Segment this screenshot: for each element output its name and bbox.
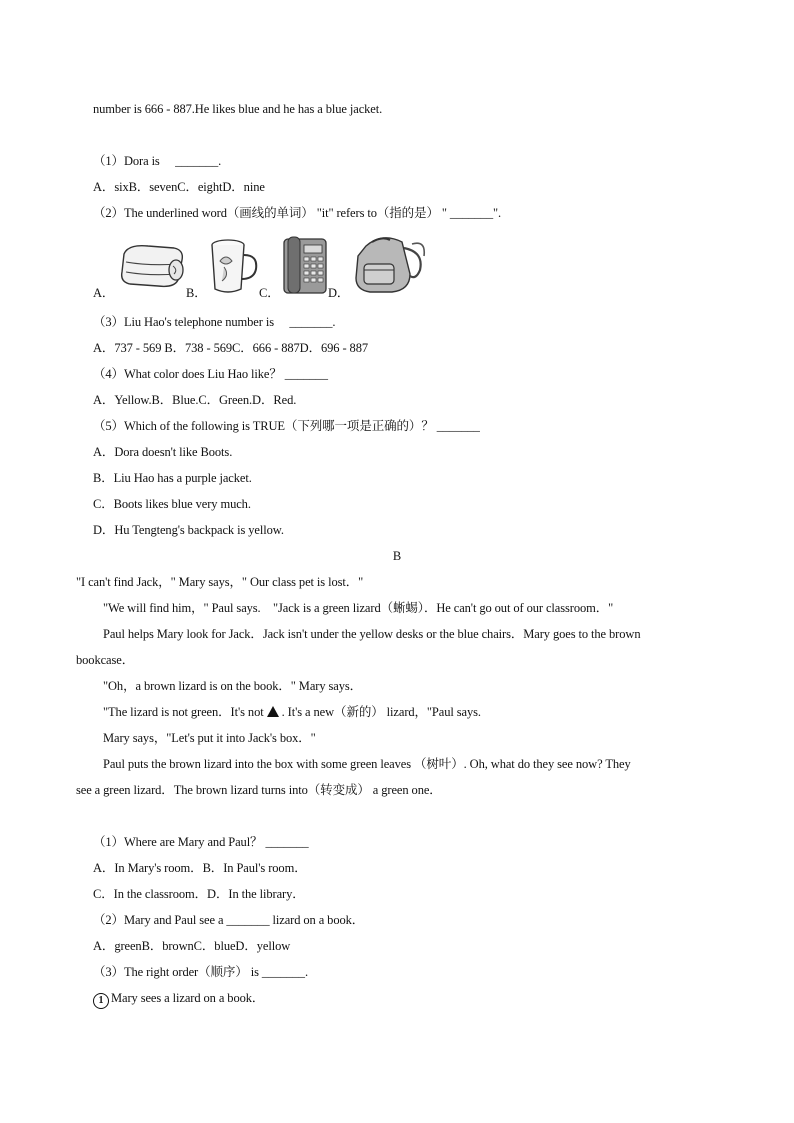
section-b-heading: B [392, 549, 402, 563]
passage-b-paragraph-6: Mary says，"Let's put it into Jack's box．" [103, 731, 316, 745]
option-a-label: A． [93, 286, 115, 300]
question-b1-options-cd: C．In the classroom．D．In the library． [93, 887, 305, 901]
passage-b-paragraph-2: "We will find him，" Paul says. "Jack is a green lizard（蜥蜴）．He can't go out of our classroom．" [103, 601, 614, 615]
question-a5-option-d: D．Hu Tengteng's backpack is yellow. [93, 523, 284, 537]
passage-b-paragraph-7-cont: see a green lizard．The brown lizard turns into（转变成） a green one． [76, 783, 442, 797]
question-a5-stem: （5）Which of the following is TRUE（下列哪一项是正确的）？ _______ [93, 419, 480, 433]
question-a4-stem: （4）What color does Liu Hao like？ _______ [93, 367, 328, 381]
backpack-icon [352, 234, 428, 296]
question-a3-stem: （3）Liu Hao's telephone number is _______. [93, 315, 336, 329]
option-d-label: D． [328, 286, 350, 300]
option-b-label: B． [186, 286, 207, 300]
question-a4-options: A．Yellow.B．Blue.C．Green.D．Red. [93, 393, 297, 407]
passage-a-tail: number is 666 - 887.He likes blue and he has a blue jacket. [93, 102, 383, 116]
telephone-icon [280, 235, 330, 295]
question-a1-stem: （1）Dora is _______. [93, 154, 222, 168]
question-a5-option-b: B．Liu Hao has a purple jacket. [93, 471, 252, 485]
mug-icon [206, 237, 260, 297]
question-a5-option-a: A．Dora doesn't like Boots. [93, 445, 233, 459]
question-a2-stem: （2）The underlined word（画线的单词） "it" refers to（指的是） " _______". [93, 206, 502, 220]
towel-icon [118, 240, 186, 292]
blank-triangle-icon [267, 706, 279, 717]
question-b3-stem: （3）The right order（顺序） is _______. [93, 965, 308, 979]
paragraph-5-part-1: "The lizard is not green．It's not [103, 705, 264, 719]
passage-b-paragraph-3: Paul helps Mary look for Jack．Jack isn't under the yellow desks or the blue chairs．Mary goes to the brown [103, 627, 641, 641]
option-c-label: C． [259, 286, 280, 300]
question-a5-option-c: C．Boots likes blue very much. [93, 497, 251, 511]
question-b1-options-ab: A．In Mary's room．B．In Paul's room． [93, 861, 307, 875]
question-b1-stem: （1）Where are Mary and Paul？ _______ [93, 835, 309, 849]
passage-b-paragraph-4: "Oh，a brown lizard is on the book．" Mary says． [103, 679, 363, 693]
question-a3-options: A．737 - 569 B．738 - 569C．666 - 887D．696 - 887 [93, 341, 369, 355]
question-b2-stem: （2）Mary and Paul see a _______ lizard on a book． [93, 913, 365, 927]
passage-b-paragraph-1: "I can't find Jack，" Mary says，" Our class pet is lost．" [76, 575, 364, 589]
passage-b-paragraph-7: Paul puts the brown lizard into the box with some green leaves （树叶）. Oh, what do they see now? They [103, 757, 631, 771]
item-1-text: Mary sees a lizard on a book． [111, 991, 265, 1005]
question-b3-item-1 [93, 990, 264, 1009]
passage-b-paragraph-5 [103, 704, 481, 720]
question-a1-options: A．sixB．sevenC．eightD．nine [93, 180, 265, 194]
passage-b-paragraph-3-cont: bookcase． [76, 653, 135, 667]
circled-number-1: 1 [93, 993, 109, 1009]
question-b2-options: A．greenB．brownC．blueD．yellow [93, 939, 291, 953]
paragraph-5-part-2: . It's a new（新的） lizard，"Paul says. [281, 705, 481, 719]
